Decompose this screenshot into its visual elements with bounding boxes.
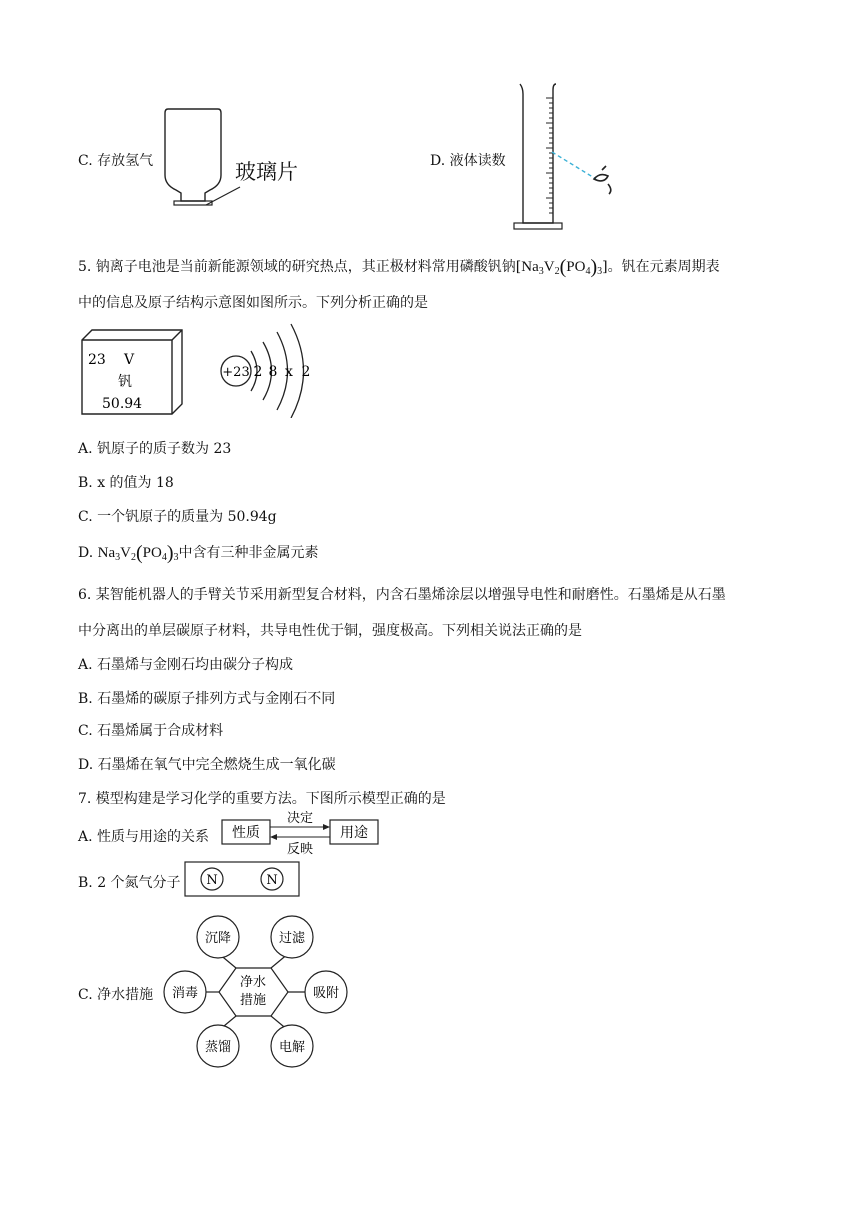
q6-stem-line2: 中分离出的单层碳原子材料，共导电性优于铜，强度极高。下列相关说法正确的是 [78, 623, 582, 639]
reflect-label: 反映 [286, 842, 314, 857]
q5-stem-line1: 5. 钠离子电池是当前新能源领域的研究热点，其正极材料常用磷酸钒钠$[Na_3V_2(PO_4)_3]$。钒在元素周期表 [78, 256, 720, 278]
q5-option-a: A. 钒原子的质子数为 23 [78, 441, 232, 457]
svg-text:过滤: 过滤 [278, 931, 306, 946]
svg-text:电解: 电解 [278, 1040, 306, 1055]
q5-stem-line2: 中的信息及原子结构示意图如图所示。下列分析正确的是 [78, 295, 428, 311]
q5-option-b: B. x 的值为 18 [78, 475, 174, 491]
graduated-cylinder-diagram [510, 80, 620, 235]
center-label-1: 净水 [239, 975, 267, 990]
atomic-mass: 50.94 [102, 396, 143, 412]
vanadium-atom-structure [218, 318, 324, 418]
gas-bottle-body [165, 109, 221, 201]
center-label-2: 措施 [239, 993, 267, 1008]
sodium-vanadium-phosphate-formula-2: $Na_3V_2(PO_4)_3$ [97, 542, 179, 564]
q6-option-c: C. 石墨烯属于合成材料 [78, 723, 224, 739]
svg-text:吸附: 吸附 [312, 986, 340, 1001]
q5-option-c: C. 一个钒原子的质量为 50.94g [78, 509, 277, 525]
nitrogen-molecules-diagram [184, 860, 302, 898]
element-symbol: V [124, 352, 135, 368]
shell-4-electrons: 2 [301, 364, 311, 380]
sodium-vanadium-phosphate-formula: $Na_3V_2(PO_4)_3$ [521, 256, 603, 278]
svg-text:用途: 用途 [340, 825, 368, 841]
q4-option-c-label: C. 存放氢气 [78, 153, 154, 169]
determine-label: 决定 [286, 811, 314, 826]
q4-option-d-label: D. 液体读数 [430, 153, 506, 169]
shell-1-electrons: 2 [253, 364, 263, 380]
q6-stem-line1: 6. 某智能机器人的手臂关节采用新型复合材料，内含石墨烯涂层以增强导电性和耐磨性。石墨烯是从石墨 [78, 587, 726, 603]
svg-text:消毒: 消毒 [171, 986, 199, 1001]
q6-option-d: D. 石墨烯在氧气中完全燃烧生成一氧化碳 [78, 757, 336, 773]
q7-stem: 7. 模型构建是学习化学的重要方法。下图所示模型正确的是 [78, 791, 446, 807]
water-purification-diagram [158, 906, 354, 1068]
q7-option-a-label: A. 性质与用途的关系 [78, 829, 210, 845]
shell-3-electrons: x [285, 364, 293, 380]
glass-plate-label: 玻璃片 [235, 160, 298, 184]
atomic-number: 23 [88, 352, 106, 368]
svg-text:沉降: 沉降 [204, 931, 232, 946]
q6-option-a: A. 石墨烯与金刚石均由碳分子构成 [78, 657, 294, 673]
svg-text:性质: 性质 [232, 825, 260, 841]
q6-option-b: B. 石墨烯的碳原子排列方式与金刚石不同 [78, 691, 336, 707]
element-name: 钒 [118, 374, 132, 390]
eye-icon [594, 166, 611, 194]
sight-line [552, 152, 596, 179]
svg-text:N: N [206, 873, 218, 888]
shell-2-electrons: 8 [268, 364, 278, 380]
q7-option-b-label: B. 2 个氮气分子 [78, 875, 181, 891]
property-use-diagram [220, 810, 382, 858]
svg-text:蒸馏: 蒸馏 [204, 1040, 232, 1055]
svg-text:N: N [266, 873, 278, 888]
cylinder-scale-ticks [546, 98, 553, 213]
nuclear-charge: +23 [222, 365, 250, 380]
cylinder-base [514, 223, 562, 229]
q5-option-d: D. $Na_3V_2(PO_4)_3$中含有三种非金属元素 [78, 542, 319, 564]
q7-option-c-label: C. 净水措施 [78, 987, 154, 1003]
vanadium-element-card [78, 326, 186, 418]
